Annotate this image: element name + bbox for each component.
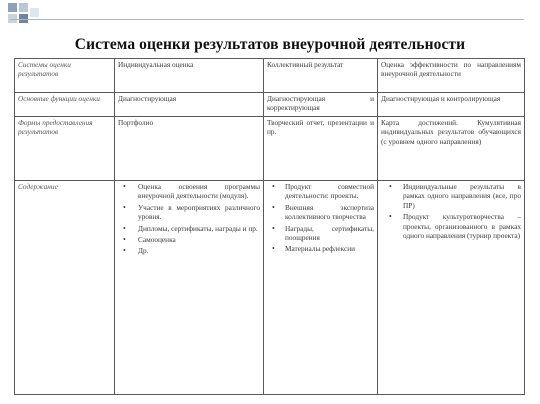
table-cell: Диагностирующая и корректирующая — [264, 93, 378, 117]
header-cell: Системы оценки результатов — [15, 59, 115, 93]
table-row — [15, 93, 525, 117]
row-label: Содержание — [15, 181, 115, 395]
header-cell: Оценка эффективности по направлениям внеурочной деятельности — [378, 59, 525, 93]
table-cell: Творческий отчет, презентации и пр. — [264, 117, 378, 181]
table-row — [15, 181, 525, 395]
list-item: • Внешняя экспертиза коллективного творчества — [267, 203, 374, 222]
content-list — [267, 182, 374, 254]
list-item: • Награды, сертификаты, поощрения — [267, 224, 374, 243]
content-list — [381, 182, 521, 240]
list-item: • Продукт совместной деятельности: проекты. — [267, 182, 374, 201]
list-item: • Продукт культуротворчества – проекты, организованного в рамках одного направления (турнир проекта) — [381, 212, 521, 240]
list-item: • Индивидуальные результаты в рамках одного направления (все, про ПР) — [381, 182, 521, 210]
header-rule — [10, 19, 524, 20]
deco-square — [19, 3, 28, 12]
row-label: Основные функции оценки — [15, 93, 115, 117]
table-cell: Портфолио — [115, 117, 264, 181]
deco-square — [30, 8, 39, 17]
list-item: • Самооценка — [118, 235, 260, 244]
list-item: • Участие в мероприятиях различного уровня. — [118, 203, 260, 222]
list-item: • Др. — [118, 246, 260, 255]
list-item: • Дипломы, сертификаты, награды и пр. — [118, 224, 260, 233]
list-item: • Оценка освоения программы внеурочной деятельности (модуля). — [118, 182, 260, 201]
evaluation-table — [14, 58, 525, 395]
header-cell: Индивидуальная оценка — [115, 59, 264, 93]
row-label: Формы предоставления результатов — [15, 117, 115, 181]
table-cell — [264, 181, 378, 395]
table-cell — [378, 181, 525, 395]
list-item: • Материалы рефлексии — [267, 244, 374, 253]
content-list — [118, 182, 260, 256]
table-cell: Диагностирующая — [115, 93, 264, 117]
table-row — [15, 117, 525, 181]
table-header-row — [15, 59, 525, 93]
table-cell — [115, 181, 264, 395]
table-cell: Карта достижений. Кумулятивная индивидуальных результатов обучающихся (с уровнем одного направления) — [378, 117, 525, 181]
deco-square — [8, 3, 17, 12]
table-cell: Диагностирующая и контролирующая — [378, 93, 525, 117]
slide-title: Система оценки результатов внеурочной деятельности — [74, 36, 466, 53]
header-cell: Коллективный результат — [264, 59, 378, 93]
